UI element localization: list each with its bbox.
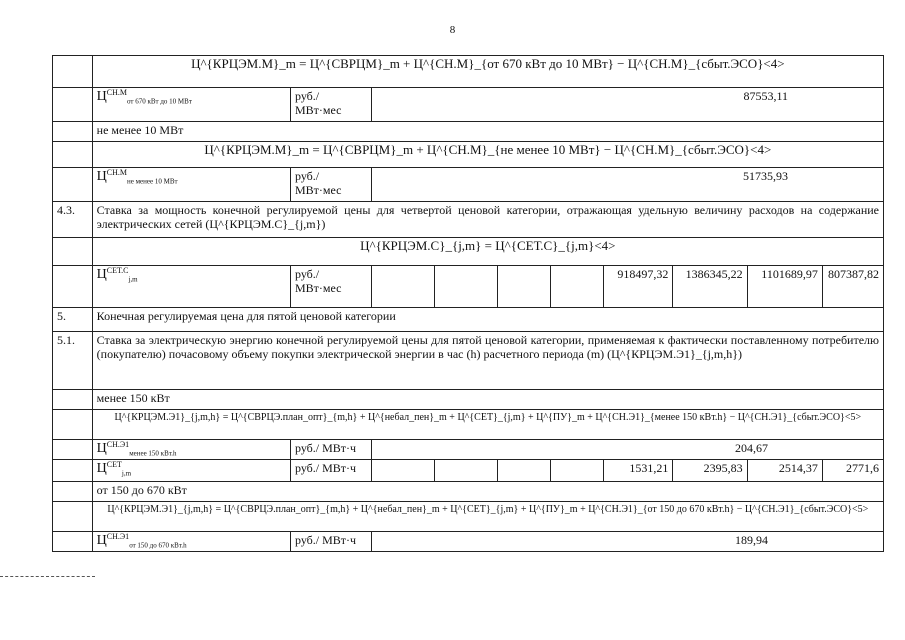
table-row — [53, 502, 884, 532]
value-cell: 807387,82 — [822, 266, 883, 308]
value-cell: 2771,6 — [822, 460, 883, 482]
num-cell — [53, 502, 93, 532]
tariff-table — [52, 55, 884, 552]
unit-cell: руб./ МВт·ч — [290, 440, 371, 460]
table-row — [53, 460, 884, 482]
value-cell: 1101689,97 — [747, 266, 822, 308]
unit-cell: руб./ МВт·мес — [290, 88, 371, 122]
subsection-label: от 150 до 670 кВт — [92, 482, 883, 502]
table-row — [53, 266, 884, 308]
num-cell — [53, 122, 93, 142]
symbol-cell: $Ц^{СН.Э1}_{от 150 до 670 кВт.h}$ — [92, 532, 290, 552]
num-cell — [53, 460, 93, 482]
table-row — [53, 202, 884, 238]
section-text: Конечная регулируемая цена для пятой ценовой категории — [92, 308, 883, 332]
symbol-cell: $Ц^{СН.М}_{от 670 кВт до 10 МВт}$ — [92, 88, 290, 122]
table-row — [53, 308, 884, 332]
cut-line — [0, 576, 95, 577]
unit-cell: руб./ МВт·ч — [290, 460, 371, 482]
section-text: Ставка за электрическую энергию конечной регулируемой цены для пятой ценовой категории, применяемая к фактически поставленному потребителю (покупателю) почасовому объему покупки электрической энергии в час (h) расчетного периода (m) (Ц^{КРЦЭМ.Э1}_{j,m,h}) — [92, 332, 883, 390]
num-cell — [53, 168, 93, 202]
num-cell — [53, 482, 93, 502]
formula-cell: Ц^{КРЦЭМ.М}_m = Ц^{СВРЦМ}_m + Ц^{СН.М}_{не менее 10 МВт} − Ц^{СН.М}_{сбыт.ЭСО}<4> — [92, 142, 883, 168]
table-row — [53, 142, 884, 168]
value-cell: 2395,83 — [673, 460, 747, 482]
symbol-cell: $Ц^{СН.Э1}_{менее 150 кВт.h}$ — [92, 440, 290, 460]
unit-cell: руб./ МВт·мес — [290, 266, 371, 308]
value-cell: 1531,21 — [604, 460, 673, 482]
table-row — [53, 482, 884, 502]
subsection-label: менее 150 кВт — [92, 390, 883, 410]
table-row — [53, 56, 884, 88]
value-cell: 87553,11 — [372, 88, 884, 122]
table-row — [53, 332, 884, 390]
formula-cell: Ц^{КРЦЭМ.Э1}_{j,m,h} = Ц^{СВРЦЭ.план_опт}_{m,h} + Ц^{небал_пен}_m + Ц^{СЕТ}_{j,m} + Ц^{ПУ}_m + Ц^{СН.Э1}_{менее 150 кВт.h} − Ц^{СН.Э1}_{сбыт.ЭСО}<5> — [92, 410, 883, 440]
table-row — [53, 238, 884, 266]
table-row — [53, 532, 884, 552]
section-number: 4.3. — [53, 202, 93, 238]
num-cell — [53, 266, 93, 308]
section-number: 5. — [53, 308, 93, 332]
section-text: Ставка за мощность конечной регулируемой цены для четвертой ценовой категории, отражающая удельную величину расходов на содержание электрических сетей (Ц^{КРЦЭМ.С}_{j,m}) — [92, 202, 883, 238]
subsection-label: не менее 10 МВт — [92, 122, 883, 142]
page-number: 8 — [449, 24, 456, 36]
formula-cell: Ц^{КРЦЭМ.М}_m = Ц^{СВРЦМ}_m + Ц^{СН.М}_{от 670 кВт до 10 МВт} − Ц^{СН.М}_{сбыт.ЭСО}<4> — [92, 56, 883, 88]
table-row — [53, 168, 884, 202]
value-cell: 2514,37 — [747, 460, 822, 482]
unit-cell: руб./ МВт·мес — [290, 168, 371, 202]
table-row — [53, 390, 884, 410]
num-cell — [53, 410, 93, 440]
num-cell — [53, 56, 93, 88]
num-cell — [53, 390, 93, 410]
table-row — [53, 440, 884, 460]
value-cell: 51735,93 — [372, 168, 884, 202]
formula-cell: Ц^{КРЦЭМ.С}_{j,m} = Ц^{СЕТ.С}_{j,m}<4> — [92, 238, 883, 266]
symbol-cell: $Ц^{СН.М}_{не менее 10 МВт}$ — [92, 168, 290, 202]
num-cell — [53, 88, 93, 122]
value-cell: 204,67 — [372, 440, 884, 460]
num-cell — [53, 142, 93, 168]
table-row — [53, 88, 884, 122]
unit-cell: руб./ МВт·ч — [290, 532, 371, 552]
value-cell: 189,94 — [372, 532, 884, 552]
num-cell — [53, 532, 93, 552]
symbol-cell: $Ц^{СЕТ.С}_{j,m}$ — [92, 266, 290, 308]
formula-cell: Ц^{КРЦЭМ.Э1}_{j,m,h} = Ц^{СВРЦЭ.план_опт}_{m,h} + Ц^{небал_пен}_m + Ц^{СЕТ}_{j,m} + Ц^{ПУ}_m + Ц^{СН.Э1}_{от 150 до 670 кВт.h} − Ц^{СН.Э1}_{сбыт.ЭСО}<5> — [92, 502, 883, 532]
value-cell: 918497,32 — [604, 266, 673, 308]
symbol-cell: $Ц^{СЕТ}_{j,m}$ — [92, 460, 290, 482]
table-row — [53, 122, 884, 142]
num-cell — [53, 440, 93, 460]
section-number: 5.1. — [53, 332, 93, 390]
num-cell — [53, 238, 93, 266]
value-cell: 1386345,22 — [673, 266, 747, 308]
table-row — [53, 410, 884, 440]
